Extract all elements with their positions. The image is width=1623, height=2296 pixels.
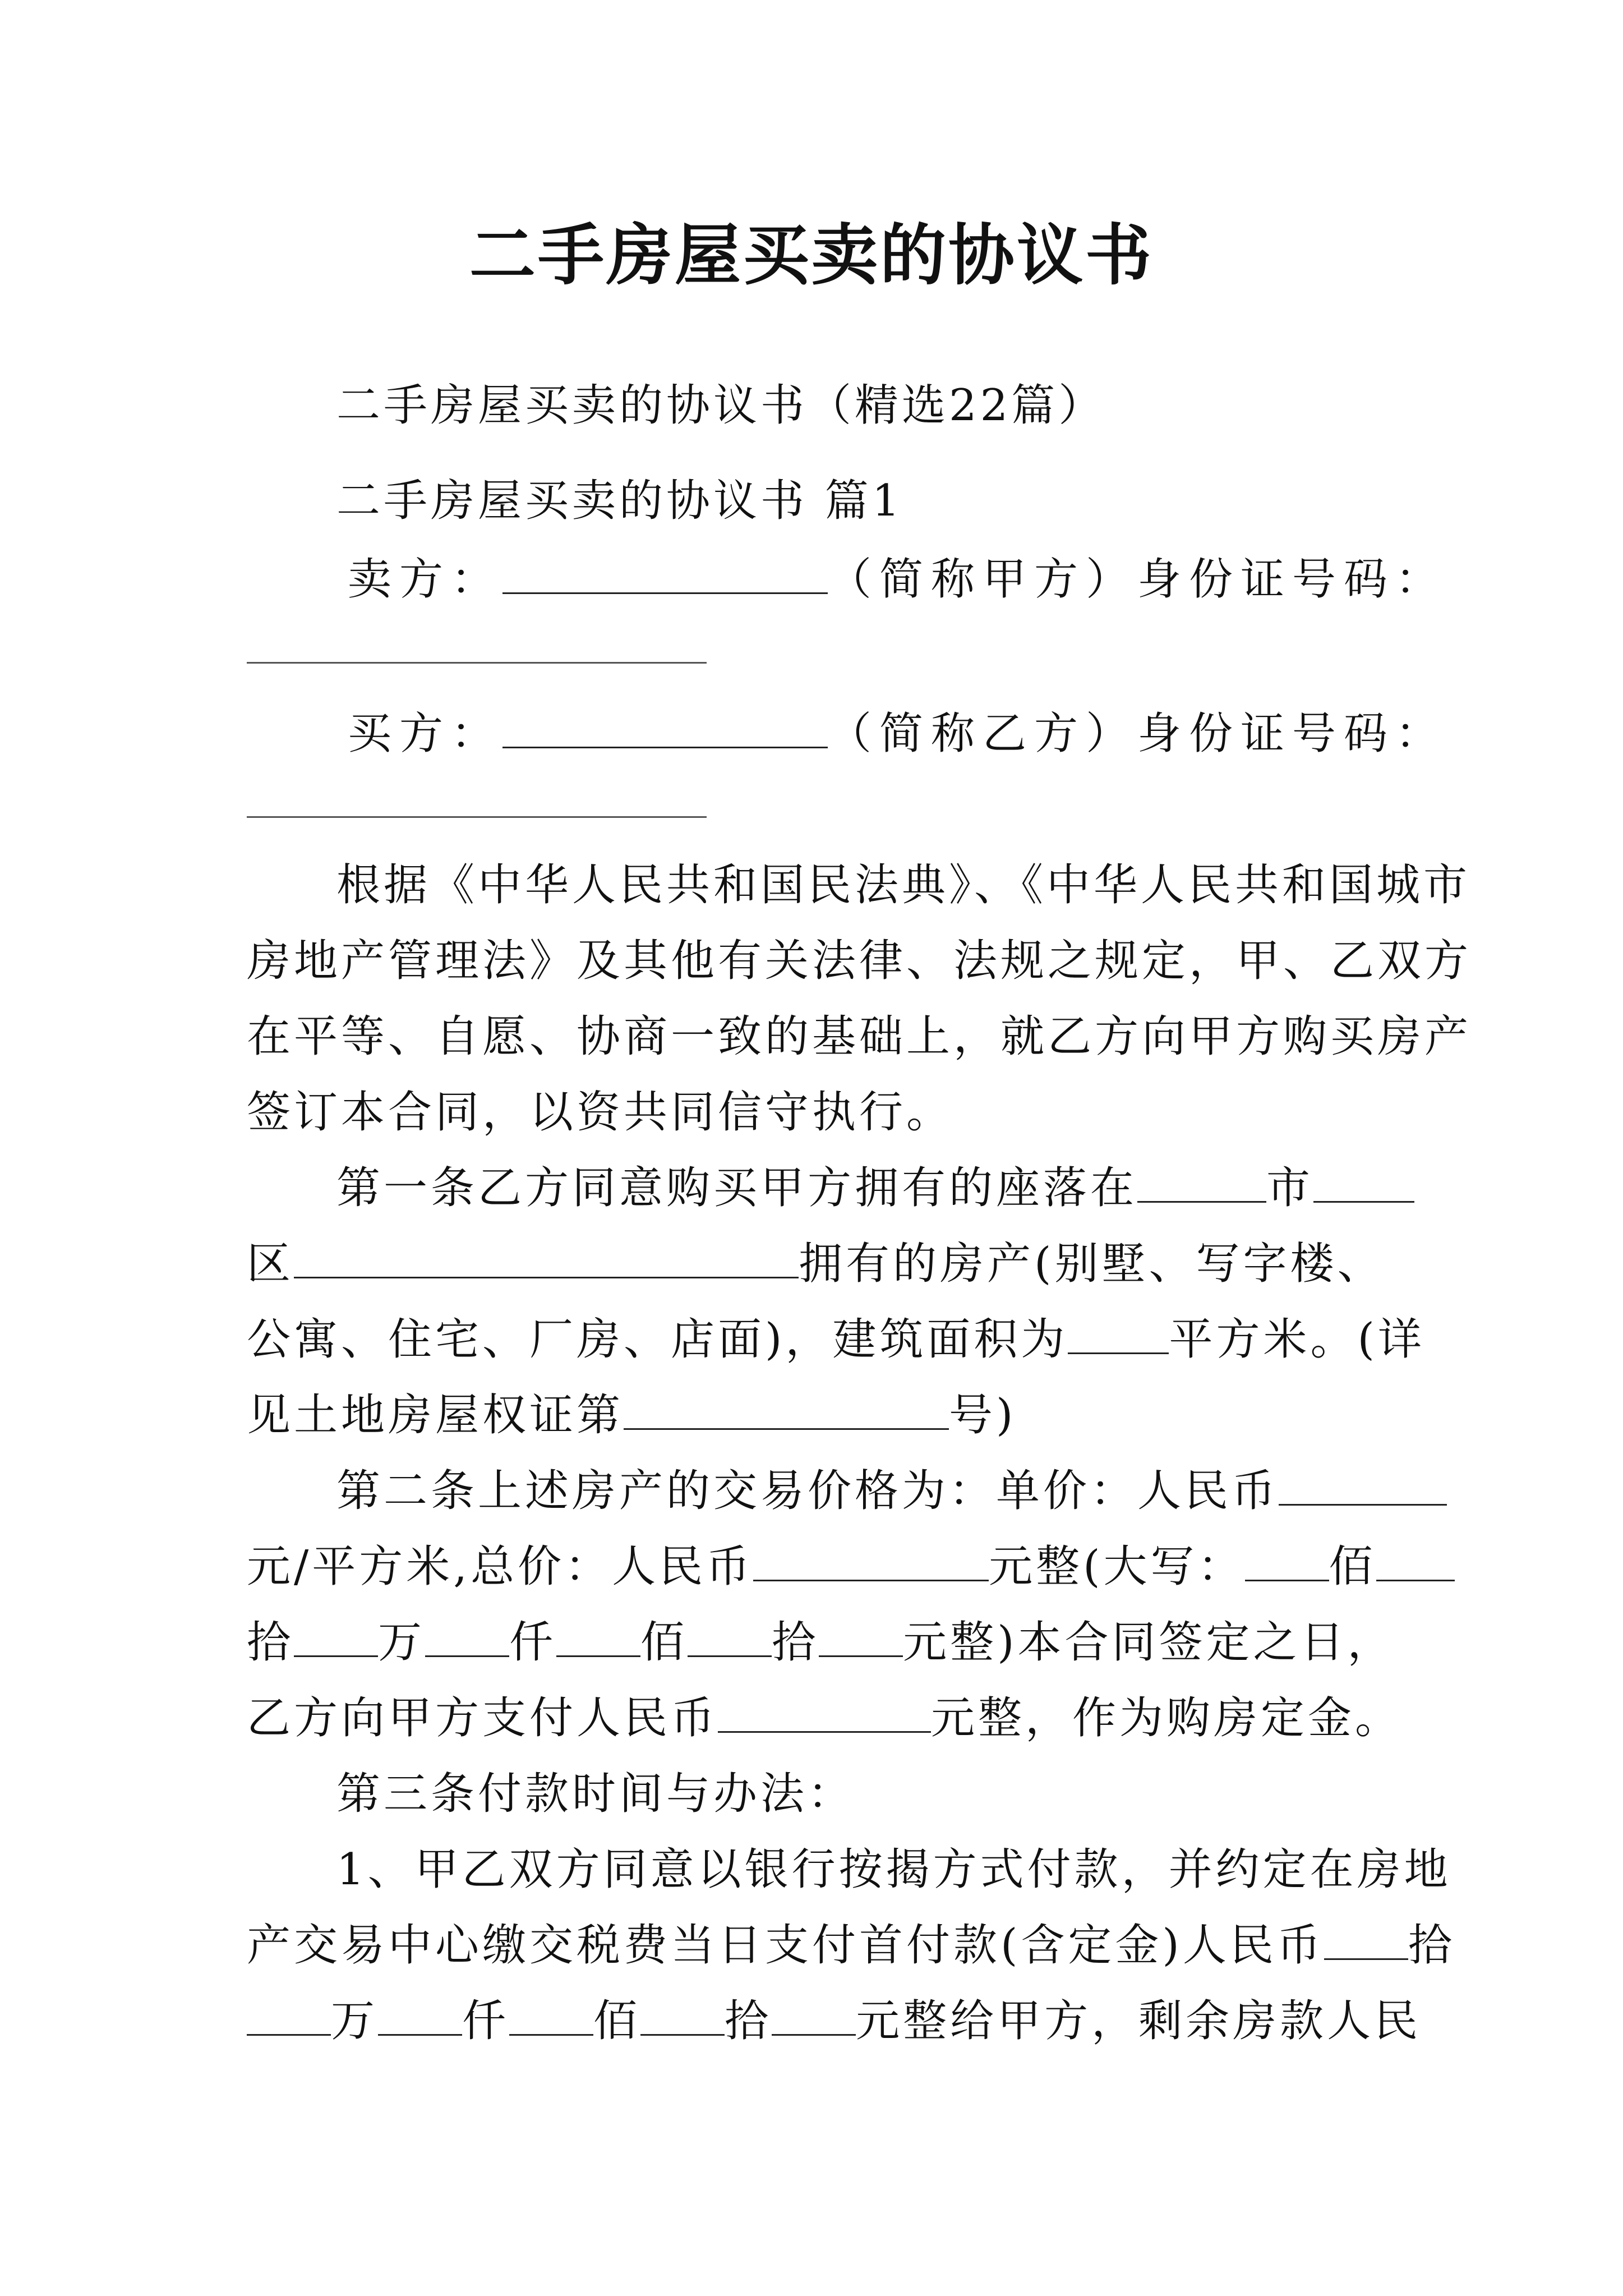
buyer-id-blank (247, 816, 707, 818)
article2-line3: 拾 万 仟 佰 拾 元整)本合同签定之日， (247, 1617, 1395, 1668)
article1-line2: 区 拥有的房产(别墅、写字楼、 (247, 1239, 1385, 1289)
article1-line3: 公寓、住宅、厂房、店面)，建筑面积为 平方米。(详 (247, 1314, 1425, 1365)
p1-line4: 签订本合同，以资共同信守执行。 (247, 1087, 954, 1138)
p1-line2: 房地产管理法》及其他有关法律、法规之规定，甲、乙双方 (247, 936, 1472, 986)
article2-line1: 第二条上述房产的交易价格为：单价：人民币 (336, 1456, 1385, 1519)
document-title: 二手房屋买卖的协议书 (469, 216, 1154, 294)
article2-line4: 乙方向甲方支付人民币 元整，作为购房定金。 (247, 1693, 1403, 1743)
p1-line1: 根据《中华人民共和国民法典》、《中华人民共和国城市 (336, 860, 1471, 910)
subtitle: 二手房屋买卖的协议书（精选22篇） (336, 380, 1106, 431)
article3-heading: 第三条付款时间与办法： (336, 1769, 855, 1819)
article1-line1: 第一条乙方同意购买甲方拥有的座落在 市 (336, 1153, 1385, 1216)
article1-line4: 见土地房屋权证第 号) (247, 1390, 1017, 1441)
payment-line1: 1、甲乙双方同意以银行按揭方式付款，并约定在房地 (336, 1844, 1451, 1895)
article2-line2: 元/平方米,总价：人民币 元整(大写： 佰 (247, 1531, 1385, 1594)
buyer-line: 买方： （简称乙方）身份证号码： (348, 708, 1447, 759)
section-heading: 二手房屋买卖的协议书 篇1 (336, 476, 903, 526)
payment-line2: 产交易中心缴交税费当日支付首付款(含定金)人民币 拾 (247, 1920, 1455, 1971)
p1-line3: 在平等、自愿、协商一致的基础上，就乙方向甲方购买房产 (247, 1011, 1472, 1062)
seller-line: 卖方： （简称甲方）身份证号码： (348, 554, 1447, 605)
seller-id-blank (247, 662, 707, 664)
payment-line3: 万 仟 佰 拾 元整给甲方，剩余房款人民 (247, 1986, 1385, 2049)
